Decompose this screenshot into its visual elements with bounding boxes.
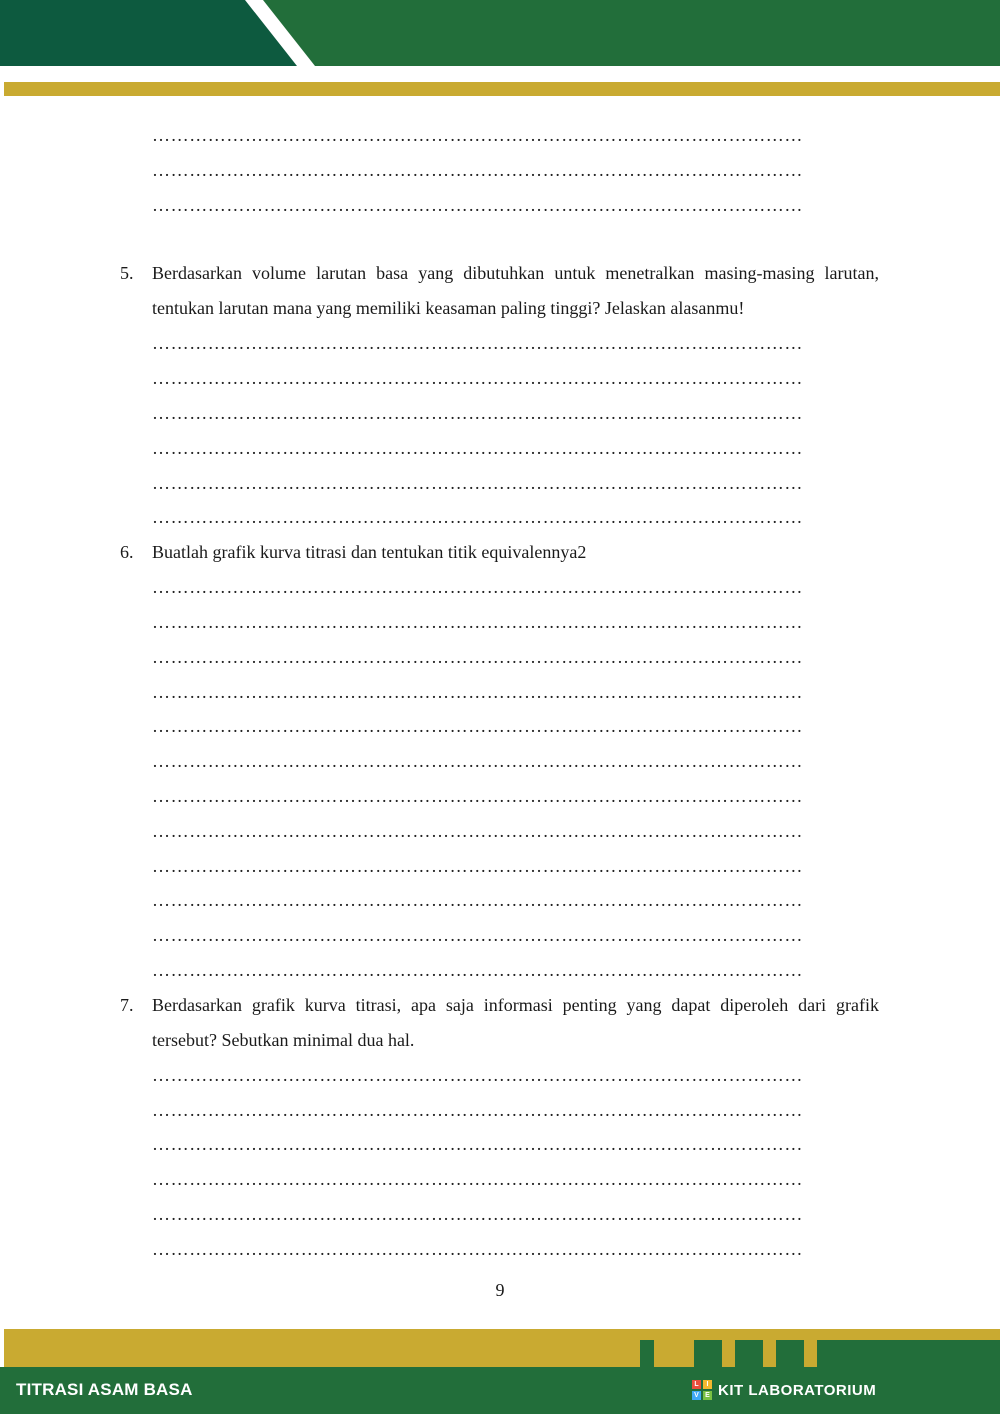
answer-line[interactable]: …………………………………………………………………………………………… — [152, 751, 803, 772]
answer-line[interactable]: …………………………………………………………………………………………… — [152, 785, 803, 806]
answer-line[interactable]: …………………………………………………………………………………………… — [152, 402, 803, 423]
footer-title: TITRASI ASAM BASA — [16, 1380, 193, 1399]
answer-line[interactable]: …………………………………………………………………………………………… — [152, 959, 803, 980]
page-number: 9 — [495, 1280, 505, 1300]
answer-line[interactable]: …………………………………………………………………………………………… — [152, 890, 803, 911]
answer-line[interactable]: …………………………………………………………………………………………… — [152, 368, 803, 389]
answer-line[interactable]: …………………………………………………………………………………………… — [152, 716, 803, 737]
answer-line[interactable]: …………………………………………………………………………………………… — [152, 681, 803, 702]
footer-brand — [692, 1378, 876, 1402]
question-text: Berdasarkan grafik kurva titrasi, apa saja informasi penting yang dapat diperoleh dari grafik tersebut? Sebutkan minimal dua hal. — [152, 994, 879, 1050]
answer-line[interactable]: …………………………………………………………………………………………… — [152, 611, 803, 632]
page-header — [0, 0, 1000, 100]
answer-line[interactable]: …………………………………………………………………………………………… — [152, 194, 803, 215]
answer-line[interactable]: …………………………………………………………………………………………… — [152, 507, 803, 528]
answer-line[interactable]: …………………………………………………………………………………………… — [152, 1203, 803, 1224]
question-number: 7. — [120, 994, 134, 1015]
answer-line[interactable]: …………………………………………………………………………………………… — [152, 1238, 803, 1259]
question-text: Berdasarkan volume larutan basa yang dibutuhkan untuk menetralkan masing-masing larutan, tentukan larutan mana yang memiliki keasaman paling tinggi? Jelaskan alasanmu! — [152, 263, 879, 319]
answer-line[interactable]: …………………………………………………………………………………………… — [152, 577, 803, 598]
header-gold-band — [4, 82, 1000, 96]
answer-line[interactable]: …………………………………………………………………………………………… — [152, 1064, 803, 1085]
answer-line[interactable]: …………………………………………………………………………………………… — [152, 437, 803, 458]
answer-line[interactable]: …………………………………………………………………………………………… — [152, 125, 803, 145]
footer-brand-text: KIT LABORATORIUM — [718, 1381, 877, 1399]
answer-line[interactable]: …………………………………………………………………………………………… — [152, 925, 803, 946]
answer-line[interactable]: …………………………………………………………………………………………… — [152, 1169, 803, 1190]
answer-line[interactable]: …………………………………………………………………………………………… — [152, 855, 803, 876]
question-5 — [120, 256, 879, 326]
answer-line[interactable]: …………………………………………………………………………………………… — [152, 820, 803, 841]
answer-line[interactable]: …………………………………………………………………………………………… — [152, 1099, 803, 1120]
question-7 — [120, 988, 879, 1058]
question-text: Buatlah grafik kurva titrasi dan tentukan titik equivalennya2 — [152, 542, 587, 563]
question-number: 6. — [120, 542, 134, 563]
footer-battlement-decoration — [640, 1340, 1000, 1368]
answer-line[interactable]: …………………………………………………………………………………………… — [152, 646, 803, 667]
question-number: 5. — [120, 263, 134, 284]
question-6 — [120, 535, 879, 570]
answer-line[interactable]: …………………………………………………………………………………………… — [152, 159, 803, 180]
liveworksheets-logo-icon: L I V E — [692, 1380, 712, 1400]
answer-line[interactable]: …………………………………………………………………………………………… — [152, 333, 803, 354]
answer-line[interactable]: …………………………………………………………………………………………… — [152, 1134, 803, 1155]
answer-line[interactable]: …………………………………………………………………………………………… — [152, 472, 803, 493]
worksheet-content — [0, 118, 1000, 1267]
